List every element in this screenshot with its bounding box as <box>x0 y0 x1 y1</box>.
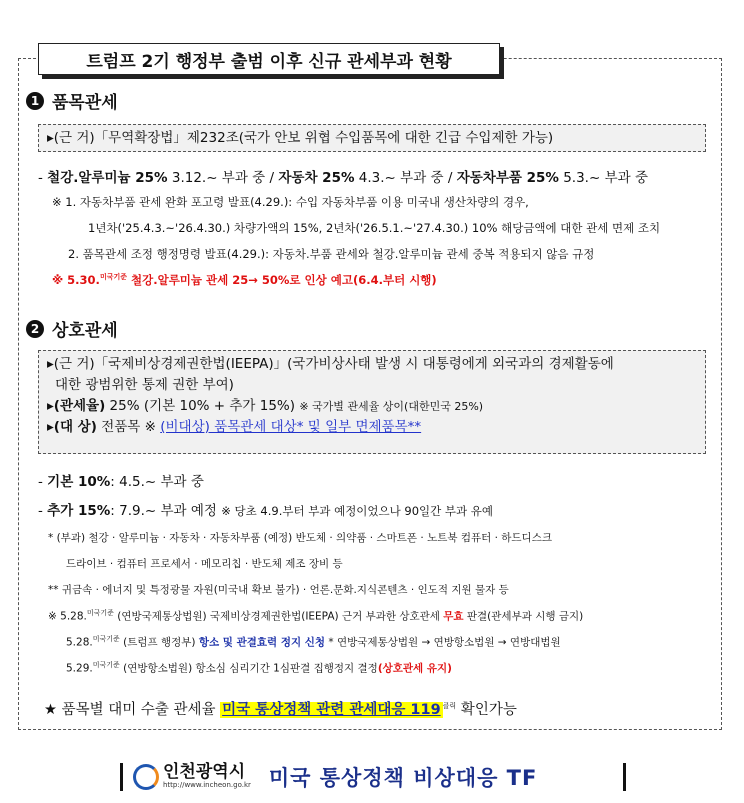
section-1-basis <box>38 124 706 152</box>
incheon-logo-icon <box>133 764 159 790</box>
note-1b: 1년차('25.4.3.~'26.4.30.) 차량가액의 15%, 2년차('26.5.1.~'27.4.30.) 10% 해당금액에 대한 관세 면제 조치 <box>88 221 661 235</box>
section-2-basis <box>38 350 706 454</box>
extra-tariff-line: - 추가 15%: 7.9.~ 부과 예정 ※ 당초 4.9.부터 부과 예정이었으나 90일간 부과 유예 <box>38 503 493 519</box>
auto-rate: 자동차 25% <box>278 170 355 186</box>
court-ruling-2: 5.28.$^{미국기준}$ (트럼프 행정부) 항소 및 관결효력 정지 신청 * 연방국제통상법원 → 연방항소법원 → 연방대법원 <box>66 635 561 649</box>
note-1a: ※ 1. 자동차부품 관세 완화 포고령 발표(4.29.): 수입 자동차부품 이용 미국내 생산차량의 경우, <box>52 195 529 209</box>
section-2-number: 2 <box>26 320 44 338</box>
tariff-119-link[interactable]: 미국 통상정책 관련 관세대응 119 <box>222 702 441 718</box>
footer-right-bar <box>623 763 626 791</box>
footer-title: 미국 통상정책 비상대응 TF <box>268 766 538 790</box>
target-line: ▸(대 상) 전품목 ※ (비대상) 품목관세 대상* 및 일부 면제품목** <box>47 419 422 435</box>
red-notice: ※ 5.30.$^{미국기준}$ 철강.알루미늄 관세 25→ 50%로 인상 예고(6.4.부터 시행) <box>52 273 437 287</box>
section-2-heading <box>26 316 118 341</box>
page-title: 트럼프 2기 행정부 출범 이후 신규 관세부과 현황 <box>38 43 500 75</box>
section-2-basis-line-2: 대한 광범위한 통제 권한 부여) <box>55 377 234 393</box>
tariff-rate-line: ▸(관세율) 25% (기본 10% + 추가 15%) ※ 국가별 관세율 상이(대한민국 25%) <box>47 398 484 414</box>
parts-rate: 자동차부품 25% <box>456 170 559 186</box>
steel-rate: 철강.알루미늄 25% <box>47 170 168 186</box>
note-2: 2. 품목관세 조정 행정명령 발표(4.29.): 자동차.부품 관세와 철강.알루미늄 관세 중복 적용되지 않음 규정 <box>68 247 595 261</box>
court-ruling-1: ※ 5.28.$^{미국기준}$ (연방국제통상법원) 국제비상경제권한법(IEEPA) 근거 부과한 상호관세 무효 판결(관세부과 시행 금지) <box>48 609 584 623</box>
section-1-basis-text: ▸(근 거)「무역확장법」제232조(국가 안보 위협 수입품목에 대한 긴급 수입제한 가능) <box>47 130 554 146</box>
section-1-number: 1 <box>26 92 44 110</box>
section-1-heading <box>26 88 118 113</box>
court-ruling-3: 5.29.$^{미국기준}$ (연방항소법원) 항소심 심리기간 1심판결 집행정지 결정(상호관세 유지) <box>66 661 452 675</box>
basic-tariff-line: - 기본 10%: 4.5.~ 부과 중 <box>38 474 204 490</box>
exempt-items-link[interactable]: (비대상) 품목관세 대상* 및 일부 면제품목** <box>160 419 422 435</box>
section-1-status-line: - 철강.알루미늄 25% 3.12.~ 부과 중 / 자동차 25% 4.3.~ 부과 중 / 자동차부품 25% 5.3.~ 부과 중 <box>38 170 648 186</box>
bottom-note: ★ 품목별 대미 수출 관세율 미국 통상정책 관련 관세대응 119 $^{클릭}$ 확인가능 <box>44 702 517 718</box>
incheon-logo: 인천광역시 http://www.incheon.go.kr <box>133 764 251 790</box>
section-2-basis-line-1: ▸(근 거)「국제비상경제권한법(IEEPA)」(국가비상사태 발생 시 대통령에게 외국과의 경제활동에 <box>47 356 614 372</box>
footer-left-bar <box>120 763 123 791</box>
section-2-title: 상호관세 <box>52 321 118 341</box>
star-icon: ★ <box>44 702 57 718</box>
footnote-star-1a: * (부과) 철강 · 알루미늄 · 자동차 · 자동차부품 (예정) 반도체 · 의약품 · 스마트폰 · 노트북 컴퓨터 · 하드디스크 <box>48 532 552 544</box>
footer <box>120 760 626 794</box>
footnote-star-2: ** 귀금속 · 에너지 및 특정광물 자원(미국내 확보 불가) · 언론.문화.지식콘텐츠 · 인도적 지원 물자 등 <box>48 584 509 596</box>
footnote-star-1b: 드라이브 · 컴퓨터 프로세서 · 메모리칩 · 반도체 제조 장비 등 <box>66 558 343 570</box>
section-1-title: 품목관세 <box>52 93 118 113</box>
